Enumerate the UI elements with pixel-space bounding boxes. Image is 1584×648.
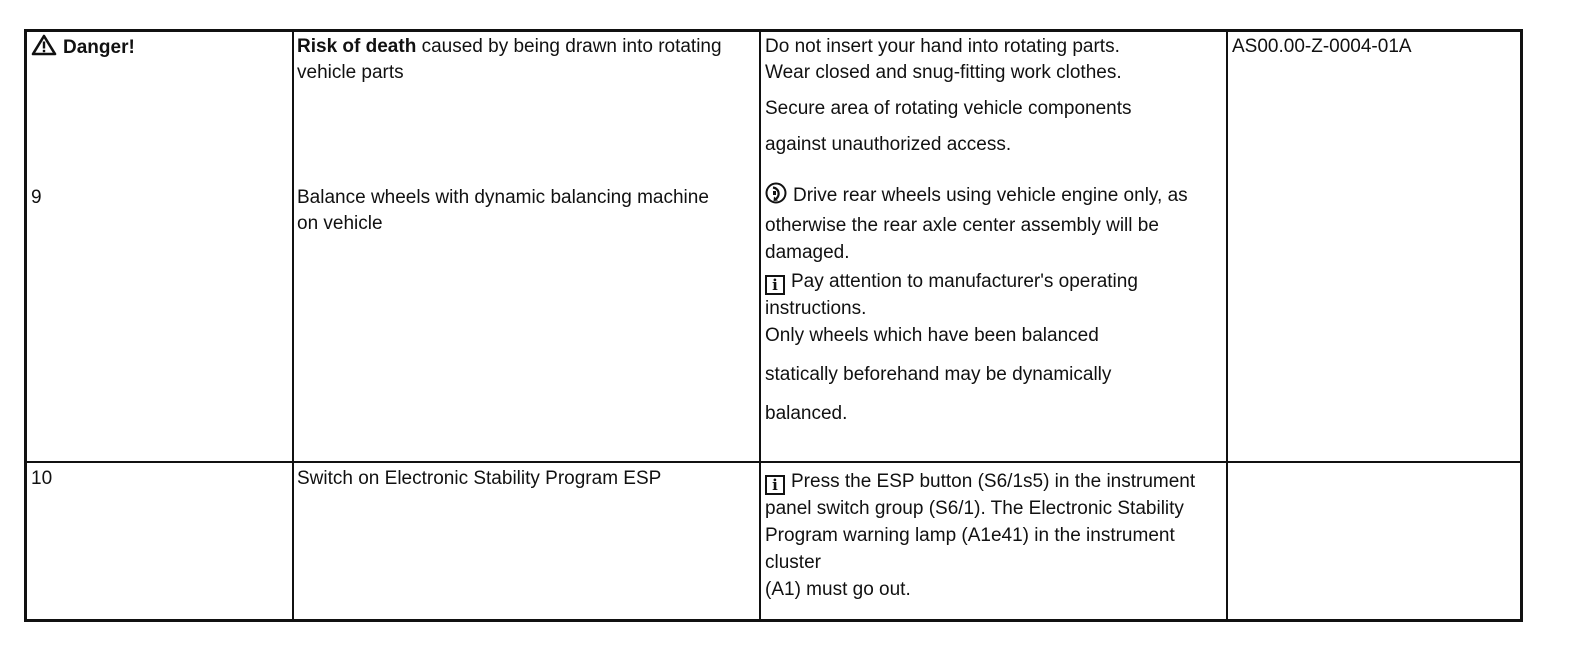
step-number: 9 [31, 187, 42, 208]
column-divider [292, 32, 294, 619]
column-divider [1226, 32, 1228, 619]
risk-bold-text: Risk of death [297, 36, 417, 57]
danger-label: Danger! [63, 37, 135, 58]
info-text: Pay attention to manufacturer's operating instructions. [765, 271, 1138, 319]
info-icon: i [765, 275, 785, 295]
step-number: 10 [31, 468, 53, 489]
caution-note [765, 182, 1220, 266]
note-line: statically beforehand may be dynamically [765, 364, 1112, 385]
measure-line: Secure area of rotating vehicle components [765, 98, 1132, 119]
info-note [765, 268, 1220, 322]
row-divider [27, 461, 1520, 463]
note-line: (A1) must go out. [765, 579, 911, 600]
measure-line: Do not insert your hand into rotating parts. [765, 36, 1120, 57]
caution-text: Drive rear wheels using vehicle engine only, as otherwise the rear axle center assembly will be damaged. [765, 185, 1188, 263]
note-line: Only wheels which have been balanced [765, 325, 1099, 346]
step-notes [765, 468, 1205, 603]
warning-triangle-icon [31, 34, 57, 64]
risk-description [297, 34, 747, 86]
info-note [765, 468, 1205, 576]
info-text: Press the ESP button (S6/1s5) in the instrument panel switch group (S6/1). The Electronic Stability Program warning lamp (A1e41) in the instrument cluster [765, 471, 1196, 573]
step-notes [765, 182, 1220, 427]
risk-text: caused by being drawn into rotating vehicle parts [297, 36, 722, 83]
measure-line: against unauthorized access. [765, 134, 1012, 155]
danger-label-cell [31, 34, 286, 64]
procedure-table [24, 29, 1523, 622]
note-line: balanced. [765, 403, 848, 424]
step-action: Switch on Electronic Stability Program ESP [297, 468, 662, 489]
measure-line: Wear closed and snug-fitting work clothes. [765, 62, 1122, 83]
column-divider [759, 32, 761, 619]
info-icon: i [765, 475, 785, 495]
warning-measures [765, 34, 1220, 158]
document-reference: AS00.00-Z-0004-01A [1232, 36, 1412, 57]
step-action: Balance wheels with dynamic balancing machine on vehicle [297, 187, 709, 234]
caution-circle-icon [765, 182, 787, 212]
